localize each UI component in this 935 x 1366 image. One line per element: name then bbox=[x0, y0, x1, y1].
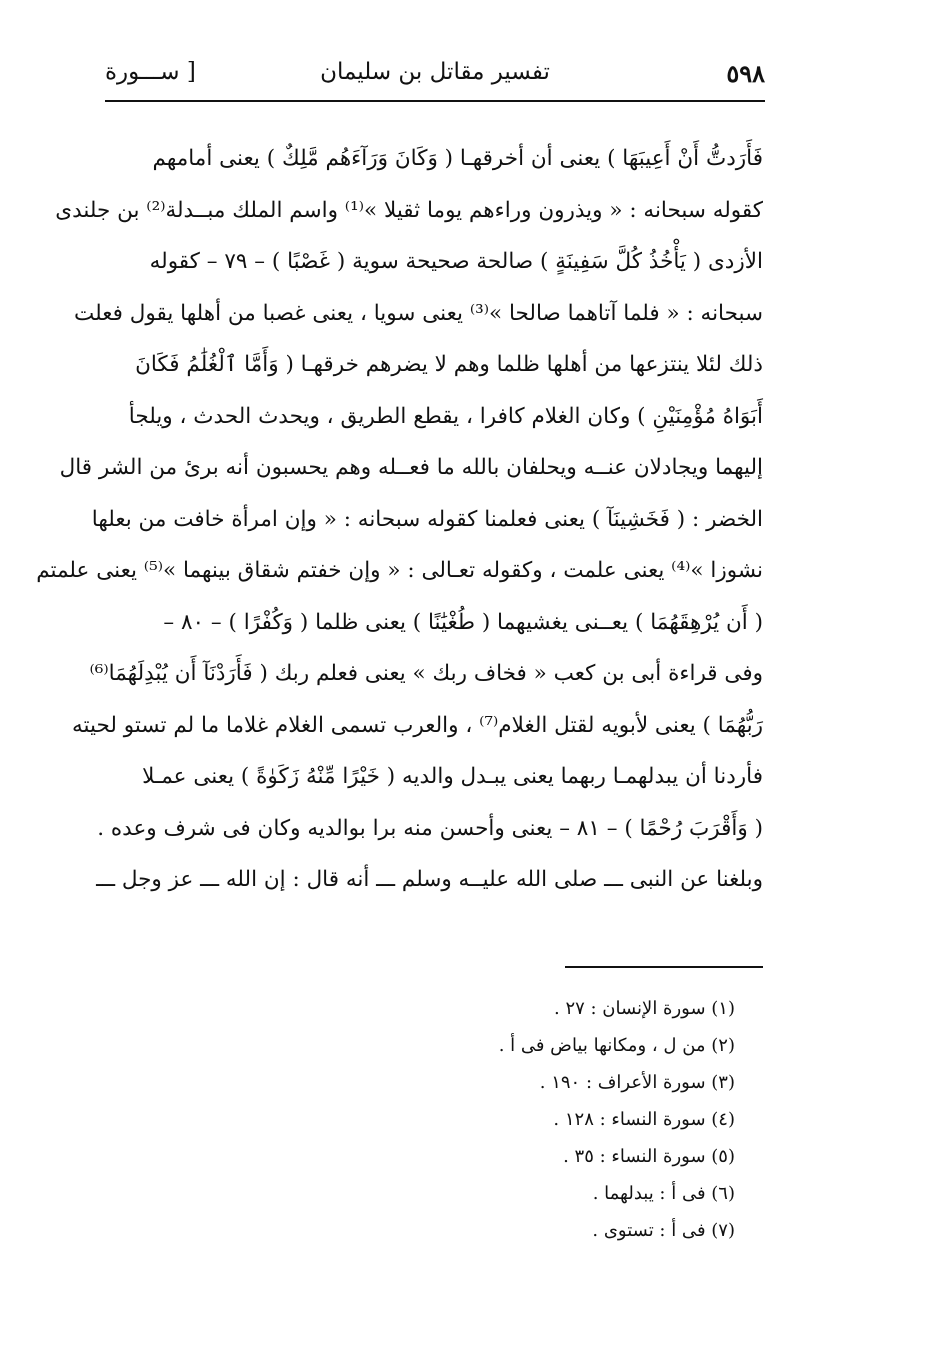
page-number: ٥٩٨ bbox=[726, 59, 765, 88]
text-line: كقوله سبحانه : « ويذرون وراءهم يوما ثقيلا »⁽¹⁾ واسم الملك مبــدلة⁽²⁾ بن جلندى bbox=[55, 197, 763, 223]
text-line: ( وَأَقْرَبَ رُحْمًا ) – ٨١ – يعنى وأحسن منه برا بوالديه وكان فى شرف وعده . bbox=[97, 815, 763, 841]
header-rule bbox=[105, 100, 765, 102]
text-line: إليهما ويجادلان عنــه ويحلفان بالله ما فعــله وهم يحسبون أنه برئ من الشر قال bbox=[59, 455, 763, 480]
footnote-7: (٧) فى أ : تستوى . bbox=[592, 1220, 735, 1241]
text-line: أَبَوَاهُ مُؤْمِنَيْنِ ) وكان الغلام كافرا ، يقطع الطريق ، ويحدث الحدث ، ويلجأ bbox=[128, 403, 763, 429]
text-line: فَأَرَدتُّ أَنْ أَعِيبَهَا ) يعنى أن أخرقهـا ( وَكَانَ وَرَآءَهُم مَّلِكٌ ) يعنى أمامهم bbox=[152, 146, 763, 171]
book-title: تفسير مقاتل بن سليمان bbox=[320, 59, 550, 85]
text-line: ( أَن يُرْهِقَهُمَا ) يعــنى يغشيهما ( طُغْيَٰنًا ) يعنى ظلما ( وَكُفْرًا ) – ٨٠ – bbox=[163, 609, 763, 635]
text-line: نشوزا »⁽⁴⁾ يعنى علمت ، وكقوله تعـالى : « وإن خفتم شقاق بينهما »⁽⁵⁾ يعنى علمتم bbox=[36, 558, 763, 583]
footnote-1: (١) سورة الإنسان : ٢٧ . bbox=[553, 998, 735, 1019]
text-line: سبحانه : « فلما آتاهما صالحا »⁽³⁾ يعنى سويا ، يعنى غصبا من أهلها يقول فعلت bbox=[74, 300, 763, 326]
footnote-rule bbox=[565, 966, 763, 968]
footnotes bbox=[380, 990, 735, 1249]
footnote-3: (٣) سورة الأعراف : ١٩٠ . bbox=[539, 1072, 735, 1093]
text-line: وفى قراءة أبى بن كعب « فخاف ربك » يعنى فعلم ربك ( فَأَرَدْنَآ أَن يُبْدِلَهُمَا⁽⁶⁾ bbox=[89, 661, 763, 686]
footnote-4: (٤) سورة النساء : ١٢٨ . bbox=[553, 1109, 735, 1130]
surah-label: [ ســـورة bbox=[105, 59, 196, 85]
footnote-6: (٦) فى أ : يبدلهما . bbox=[592, 1183, 735, 1204]
text-line: رَبُّهُمَا ) يعنى لأبويه لقتل الغلام⁽⁷⁾ ، والعرب تسمى الغلام غلاما ما لم تستو لحيته bbox=[71, 712, 763, 738]
text-line: فأردنا أن يبدلهمـا ربهما يعنى يبـدل والديه ( خَيْرًا مِّنْهُ زَكَوٰةً ) يعنى عمـلا bbox=[142, 764, 763, 789]
text-line: الأزدى ( يَأْخُذُ كُلَّ سَفِينَةٍ ) صالحة صحيحة سوية ( غَصْبًا ) – ٧٩ – كقوله bbox=[149, 249, 763, 274]
commentary-text bbox=[36, 133, 763, 906]
running-header bbox=[105, 55, 765, 97]
footnote-2: (٢) من ل ، ومكانها بياض فى أ . bbox=[498, 1035, 735, 1056]
text-line: الخضر : ( فَخَشِينَآ ) يعنى فعلمنا كقوله سبحانه : « وإن امرأة خافت من بعلها bbox=[91, 506, 763, 532]
footnote-5: (٥) سورة النساء : ٣٥ . bbox=[563, 1146, 735, 1167]
text-line: وبلغنا عن النبى ـــ صلى الله عليــه وسلم ـــ أنه قال : إن الله ـــ عز وجل ـــ bbox=[96, 867, 763, 892]
text-line: ذلك لئلا ينتزعها من أهلها ظلما وهم لا يضرهم خرقهـا ( وَأَمَّا ٱلْغُلَٰمُ فَكَانَ bbox=[135, 352, 763, 377]
